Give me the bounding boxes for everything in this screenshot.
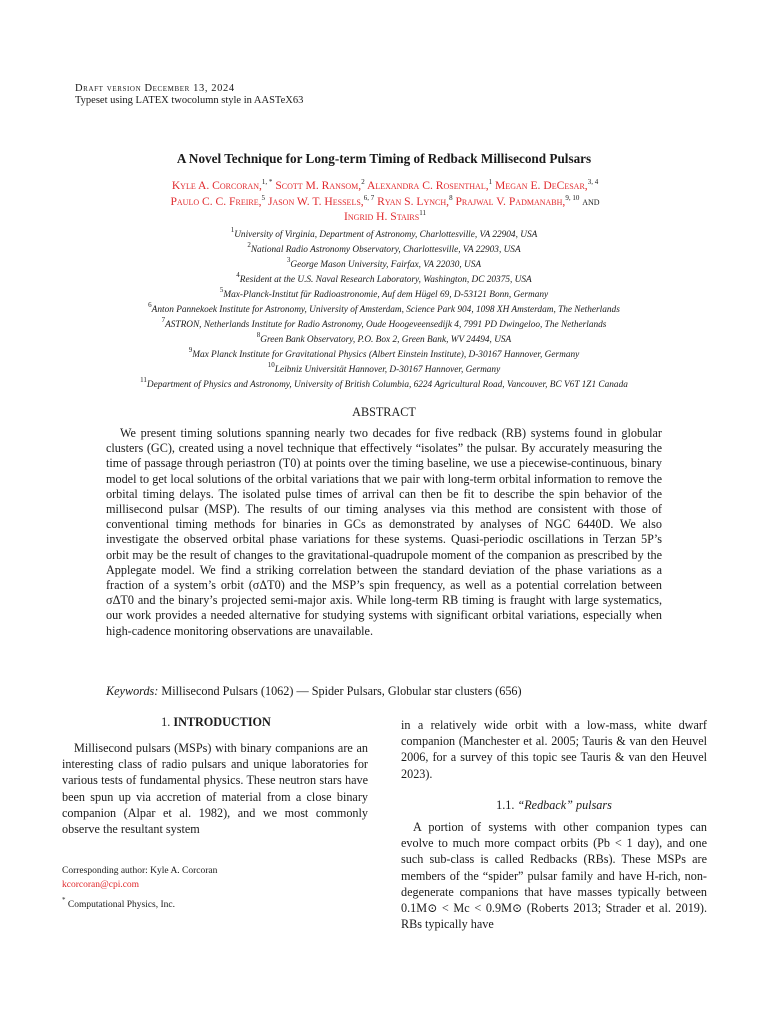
affiliation-item (0, 318, 768, 333)
affiliation-item (0, 288, 768, 303)
author-affil-marker: 2 (361, 178, 365, 186)
author-affil-marker: 9, 10 (565, 193, 580, 202)
subsection-heading (401, 798, 707, 813)
subsection-title: “Redback” pulsars (517, 798, 612, 812)
author-name: and (582, 194, 600, 208)
author-name[interactable]: Ingrid H. Stairs$^{11}$ (344, 209, 426, 223)
abstract-text: We present timing solutions spanning nearly two decades for five redback (RB) systems found in globular clusters (GC), created using a novel technique that effectively “isolates” the pulsar. By accurately measuring the time of passage through periastron (T0) at points over the timing baseline, we use a piecewise-continuous, binary model to get local solutions of the orbital variations that we pair with long-term orbital information to remove the orbital timing delays. The isolated pulse times of arrival can then be fit to describe the spin behavior of the millisecond pulsar (MSP). The results of our timing analyses via this method are consistent with those of conventional timing methods for binaries in GCs as demonstrated by analyses of NGC 6440D. We also investigate the observed orbital phase variations for these systems. Quasi-periodic oscillations in Terzan 5P’s orbit may be the result of changes to the gravitational-quadrupole moment of the companion as prescribed by the Applegate model. We find a striking correlation between the standard deviation of the phase variations as a fraction of a system’s orbit (σΔT0) and the MSP’s spin frequency, as well as a potential correlation between σΔT0 and the binary’s projected semi-major axis. While long-term RB timing is fraught with large systematics, our work provides a needed alternative for studying systems with significant orbital variations, especially when high-cadence monitoring observations are unavailable. (106, 426, 662, 638)
abstract-heading: ABSTRACT (352, 405, 416, 419)
affiliation-text: Anton Pannekoek Institute for Astronomy, University of Amsterdam, Science Park 904, 1098 XH Amsterdam, The Netherlands (151, 305, 620, 315)
paper-title: A Novel Technique for Long-term Timing of Redback Millisecond Pulsars (176, 151, 592, 166)
affiliation-text: Green Bank Observatory, P.O. Box 2, Green Bank, WV 24494, USA (260, 335, 512, 345)
author-affil-marker: 1 (488, 178, 493, 186)
author-name[interactable]: Alexandra C. Rosenthal,$^1$ (366, 178, 493, 192)
redback-paragraph: A portion of systems with other companion types can evolve to much more compact orbits (Pb < 1 day), and one such sub-class is called Redbacks (RBs). These MSPs are members of the “spider” pulsar family and have H-rich, non-degenerate companions that have masses typically between 0.1M⊙ < Mc < 0.9M⊙ (Roberts 2013; Strader et al. 2019). RBs typically have (401, 820, 707, 932)
affiliation-number: 11 (140, 376, 147, 384)
keywords-text: Millisecond Pulsars (1062) — Spider Pulsars, Globular star clusters (656) (161, 684, 522, 698)
affiliation-number: 4 (236, 271, 240, 279)
affiliation-text: University of Virginia, Department of Astronomy, Charlottesville, VA 22904, USA (234, 230, 538, 240)
intro-paragraph-right: in a relatively wide orbit with a low-mass, white dwarf companion (Manchester et al. 2005; Tauris & van den Heuvel 2006, for a survey of this topic see Tauris & van den Heuvel 2023). (401, 718, 707, 781)
affiliation-item (0, 333, 768, 348)
affiliation-item (0, 378, 768, 393)
affiliation-number: 2 (247, 241, 251, 249)
author-affil-marker: 6, 7 (363, 193, 375, 202)
author-affil-footnote (62, 896, 176, 910)
author-affil-marker: 1, * (261, 178, 273, 186)
affiliation-text: Resident at the U.S. Naval Research Laboratory, Washington, DC 20375, USA (239, 275, 532, 285)
section-title: INTRODUCTION (173, 715, 271, 729)
affiliation-number: 1 (230, 226, 235, 234)
author-name[interactable]: Ryan S. Lynch,$^8$ (377, 193, 453, 208)
author-list (85, 178, 685, 225)
affiliation-item (0, 348, 768, 363)
author-affil-marker: 5 (261, 193, 266, 202)
affiliation-item (0, 303, 768, 318)
section-number: 1. (161, 715, 171, 729)
author-affil-marker: 3, 4 (587, 178, 599, 186)
subsection-number: 1.1. (496, 798, 515, 812)
affiliation-text: Max Planck Institute for Gravitational Physics (Albert Einstein Institute), D-30167 Hannover, Germany (192, 350, 580, 360)
author-affil-marker: 8 (449, 193, 453, 202)
affiliation-text: National Radio Astronomy Observatory, Charlottesville, VA 22903, USA (250, 245, 521, 255)
affiliation-number: 5 (219, 286, 224, 294)
affiliation-text: ASTRON, Netherlands Institute for Radio Astronomy, Oude Hoogeveensedijk 4, 7991 PD Dwingeloo, The Netherlands (165, 320, 607, 330)
affiliation-number: 6 (148, 301, 152, 309)
keywords-label: Keywords: (106, 684, 159, 698)
author-affil-marker: 11 (419, 209, 426, 217)
footnote-mark: * (62, 896, 66, 904)
keywords (106, 684, 662, 699)
affiliation-number: 7 (161, 316, 166, 324)
affiliation-number: 10 (267, 361, 275, 369)
affiliation-item (0, 243, 768, 258)
author-name[interactable]: Paulo C. C. Freire,$^5$ (170, 193, 266, 208)
author-email-link[interactable]: kcorcoran@cpi.com (62, 880, 140, 890)
affiliation-text: Leibniz Universität Hannover, D-30167 Hannover, Germany (274, 365, 501, 375)
author-name[interactable]: Prajwal V. Padmanabh,$^{9, 10}$ (455, 193, 580, 208)
affiliation-text: George Mason University, Fairfax, VA 22030, USA (290, 260, 482, 270)
affiliation-item (0, 258, 768, 273)
author-name[interactable]: Jason W. T. Hessels,$^{6, 7}$ (267, 193, 375, 208)
typeset-note: Typeset using LATEX twocolumn style in AASTeX63 (75, 95, 304, 106)
affiliation-number: 8 (256, 331, 261, 339)
affiliation-text: Max-Planck-Institut für Radioastronomie, Auf dem Hügel 69, D-53121 Bonn, Germany (223, 290, 549, 300)
author-name[interactable]: Kyle A. Corcoran,$^{1, *}$ (171, 178, 273, 192)
footnote-text: Computational Physics, Inc. (67, 900, 176, 910)
affiliation-list (0, 228, 768, 393)
affiliation-number: 3 (286, 256, 291, 264)
affiliation-item (0, 273, 768, 288)
affiliation-item (0, 363, 768, 378)
affiliation-text: Department of Physics and Astronomy, University of British Columbia, 6224 Agricultural Road, Vancouver, BC V6T 1Z1 Canada (146, 380, 628, 390)
affiliation-item (0, 228, 768, 243)
author-name[interactable]: Megan E. DeCesar,$^{3, 4}$ (495, 178, 599, 192)
author-name[interactable]: Scott M. Ransom,$^2$ (275, 178, 365, 192)
affiliation-number: 9 (188, 346, 193, 354)
corresponding-author: Corresponding author: Kyle A. Corcoran (62, 866, 218, 876)
draft-version: Draft version December 13, 2024 (75, 83, 235, 94)
section-heading (62, 715, 370, 730)
intro-paragraph-left: Millisecond pulsars (MSPs) with binary companions are an interesting class of radio pulsars and unique laboratories for various tests of fundamental physics. These neutron stars have been spun up via accretion of material from a close binary companion (Alpar et al. 1982), and we most commonly observe the resultant system (62, 741, 368, 837)
